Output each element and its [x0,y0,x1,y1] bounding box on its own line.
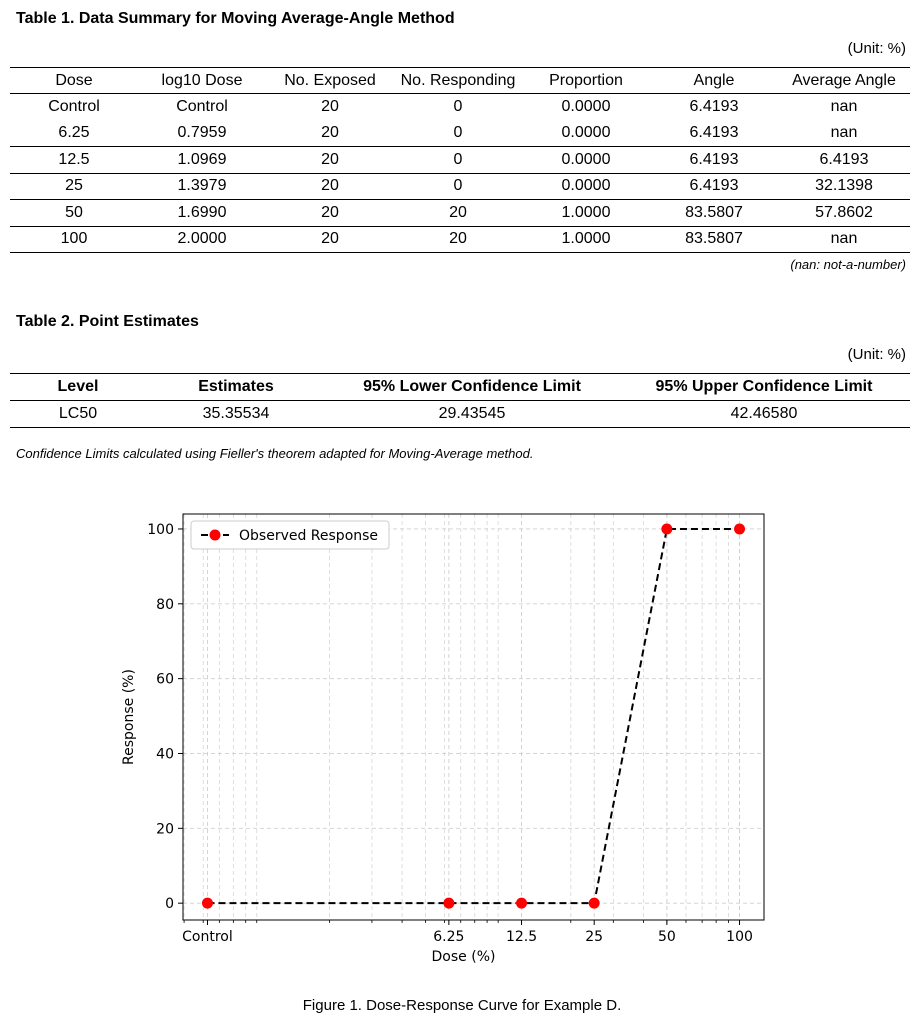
table-cell: LC50 [10,401,146,428]
table-row [10,120,910,147]
plot-frame [183,514,764,920]
table1-header-3: No. Responding [394,68,522,94]
table-cell: 20 [321,98,339,115]
y-tick-label: 60 [156,671,174,688]
table2-unit: (Unit: %) [847,346,906,363]
table-cell: 50 [10,200,138,227]
table-cell: 0.7959 [138,120,266,147]
data-point [589,898,600,909]
table2-note: Confidence Limits calculated using Fieller's theorem adapted for Moving-Average method. [16,446,534,461]
table-row [10,147,910,174]
y-tick-label: 0 [165,896,174,913]
table-row [10,200,910,227]
data-point [516,898,527,909]
table-cell: 0.0000 [522,173,650,200]
table-cell: 1.0000 [522,226,650,253]
table-cell: 20 [394,200,522,227]
table-cell: Control [48,98,100,115]
table1-title: Table 1. Data Summary for Moving Average-Angle Method [16,10,455,27]
data-point [734,523,745,534]
table-cell: 57.8602 [778,200,910,227]
data-summary-table [10,67,910,253]
table-cell: nan [778,120,910,147]
table-cell: 6.25 [10,120,138,147]
table2-header-2: 95% Lower Confidence Limit [326,374,618,401]
x-tick-label: 100 [726,929,753,945]
table1-header-1: log10 Dose [138,68,266,94]
table-cell: 20 [266,120,394,147]
table2-header-3: 95% Upper Confidence Limit [618,374,910,401]
table-row [10,94,910,121]
table-cell: 42.46580 [618,401,910,428]
table-cell: 0.0000 [561,98,611,115]
y-tick-label: 40 [156,746,174,763]
legend-marker [210,530,221,541]
x-tick-label: 25 [585,929,604,945]
table-cell: 1.0000 [522,200,650,227]
table-cell: 1.3979 [138,173,266,200]
data-point [443,898,454,909]
table-cell: Control [176,98,228,115]
table-cell: 20 [266,226,394,253]
x-tick-label: 6.25 [433,929,465,945]
table1-header-4: Proportion [522,68,650,94]
table-cell: 20 [394,226,522,253]
table-cell: 20 [266,147,394,174]
table-cell: 6.4193 [778,147,910,174]
legend-label: Observed Response [239,528,379,544]
table2-header-0: Level [10,374,146,401]
point-estimates-table [10,373,910,428]
table-cell: 1.6990 [138,200,266,227]
table-cell: nan [830,98,858,115]
table-cell: 100 [10,226,138,253]
table1-header-2: No. Exposed [266,68,394,94]
y-axis-label: Response (%) [121,669,137,765]
table-cell: 20 [266,173,394,200]
table2-title: Table 2. Point Estimates [16,313,199,330]
table-cell: 6.4193 [650,173,778,200]
table-cell: 25 [10,173,138,200]
table1-header-5: Angle [650,68,778,94]
table-cell: 0.0000 [522,147,650,174]
table-cell: 0.0000 [522,120,650,147]
table-row [10,173,910,200]
table-cell: 32.1398 [778,173,910,200]
table-cell: 20 [266,200,394,227]
table-cell: 2.0000 [138,226,266,253]
table-row [10,401,910,428]
x-axis-label: Dose (%) [431,949,496,965]
table-cell: 1.0969 [138,147,266,174]
table2-header-1: Estimates [146,374,326,401]
y-tick-label: 20 [156,821,174,838]
y-tick-label: 100 [147,521,174,538]
table-cell: 0 [394,120,522,147]
table-cell: 83.5807 [650,226,778,253]
table1-note: (nan: not-a-number) [790,257,906,272]
y-tick-label: 80 [156,596,174,613]
table-cell: 6.4193 [650,120,778,147]
table-cell: 0 [453,98,463,115]
data-point [661,523,672,534]
table-row [10,226,910,253]
table-cell: 83.5807 [650,200,778,227]
table-cell: 35.35534 [146,401,326,428]
x-tick-label: Control [182,929,233,945]
table1-header-6: Average Angle [778,68,910,94]
figure-caption: Figure 1. Dose-Response Curve for Example D. [302,997,622,1014]
table-cell: 0 [394,173,522,200]
series-line [207,529,739,903]
table1-header-0: Dose [10,68,138,94]
table-cell: 6.4193 [689,98,739,115]
table-cell: nan [778,226,910,253]
x-tick-label: 50 [657,929,676,945]
table-cell: 0 [394,147,522,174]
table1-unit: (Unit: %) [847,40,906,57]
table-cell: 12.5 [10,147,138,174]
data-point [202,898,213,909]
x-tick-label: 12.5 [505,929,538,945]
table-cell: 6.4193 [650,147,778,174]
table-cell: 29.43545 [326,401,618,428]
dose-response-chart [0,495,924,975]
